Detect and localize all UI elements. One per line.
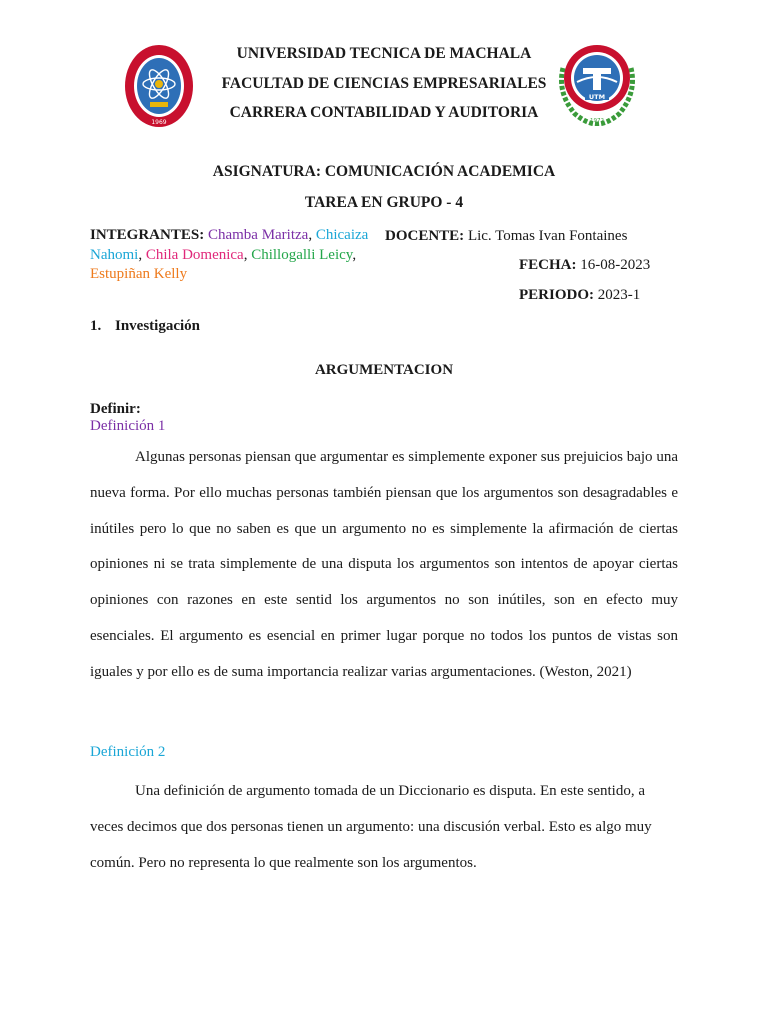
teacher-value: Lic. Tomas Ivan Fontaines [467, 228, 628, 244]
paragraph: Algunas personas piensan que argumentar es simplemente exponer sus prejuicios bajo una nueva forma. Por ello muchas personas también piensan que los argumentos son desagradables e inútiles pero lo que no saben es que un argumento no es simplemente la afirmación de ciertas opiniones ni se trata simplemente de una disputa los argumentos son intentos de apoyar ciertas opiniones con razones en este sentid los argumentos no son inútiles, son en efecto muy esenciales. El argumento es esencial en primer lugar porque no todos los puntos de vistas son iguales y por ello es de suma importancia realizar varias argumentaciones. (Weston, 2021) [90, 449, 678, 680]
header-line-1: UNIVERSIDAD TECNICA DE MACHALA [236, 45, 532, 62]
paragraph: Una definición de argumento tomada de un Diccionario es disputa. En este sentido, a veces decimos que dos personas tienen un argumento: una discusión verbal. Esto es algo muy común. Pero no representa lo que realmente son los argumentos. [90, 783, 652, 871]
definition-2-label: Definición 2 [90, 744, 166, 760]
member-name: Chila Domenica [145, 246, 244, 263]
header-line-2: FACULTAD DE CIENCIAS EMPRESARIALES [221, 75, 547, 92]
task-title: TAREA EN GRUPO - 4 [304, 194, 464, 211]
date-value: 16-08-2023 [580, 257, 651, 273]
define-label: Definir: [90, 401, 141, 417]
period-value: 2023-1 [597, 287, 641, 303]
teacher-field [385, 226, 627, 246]
svg-text:1969: 1969 [151, 119, 167, 126]
section-title: Investigación [115, 318, 201, 334]
section-heading [90, 316, 200, 336]
section-number: 1. [90, 318, 102, 334]
definition-2-text [90, 774, 678, 881]
members-block: INTEGRANTES: Chamba Maritza, Chicaiza Nahomi, Chila Domenica, Chillogalli Leicy, Estupiñan Kelly [90, 227, 369, 282]
header-line-3: CARRERA CONTABILIDAD Y AUDITORIA [229, 104, 539, 121]
faculty-logo [553, 38, 641, 126]
period-label: PERIODO: [519, 287, 594, 303]
member-name: Chillogalli Leicy [251, 246, 353, 263]
definition-1-label: Definición 1 [90, 418, 166, 434]
date-label: FECHA: [519, 257, 577, 273]
period-field [519, 285, 640, 305]
svg-text:UTM: UTM [588, 93, 606, 101]
teacher-label: DOCENTE: [385, 228, 465, 244]
topic-title: ARGUMENTACION [314, 362, 454, 378]
definition-1-text [90, 440, 678, 691]
svg-text:1972: 1972 [590, 118, 604, 124]
members-label: INTEGRANTES: [90, 227, 205, 243]
subject-title: ASIGNATURA: COMUNICACIÓN ACADEMICA [212, 163, 556, 180]
member-name: Estupiñan Kelly [90, 266, 188, 282]
member-name: Chamba Maritza [207, 227, 309, 243]
member-name: Chicaiza Nahomi [90, 227, 369, 263]
date-field [519, 255, 650, 275]
